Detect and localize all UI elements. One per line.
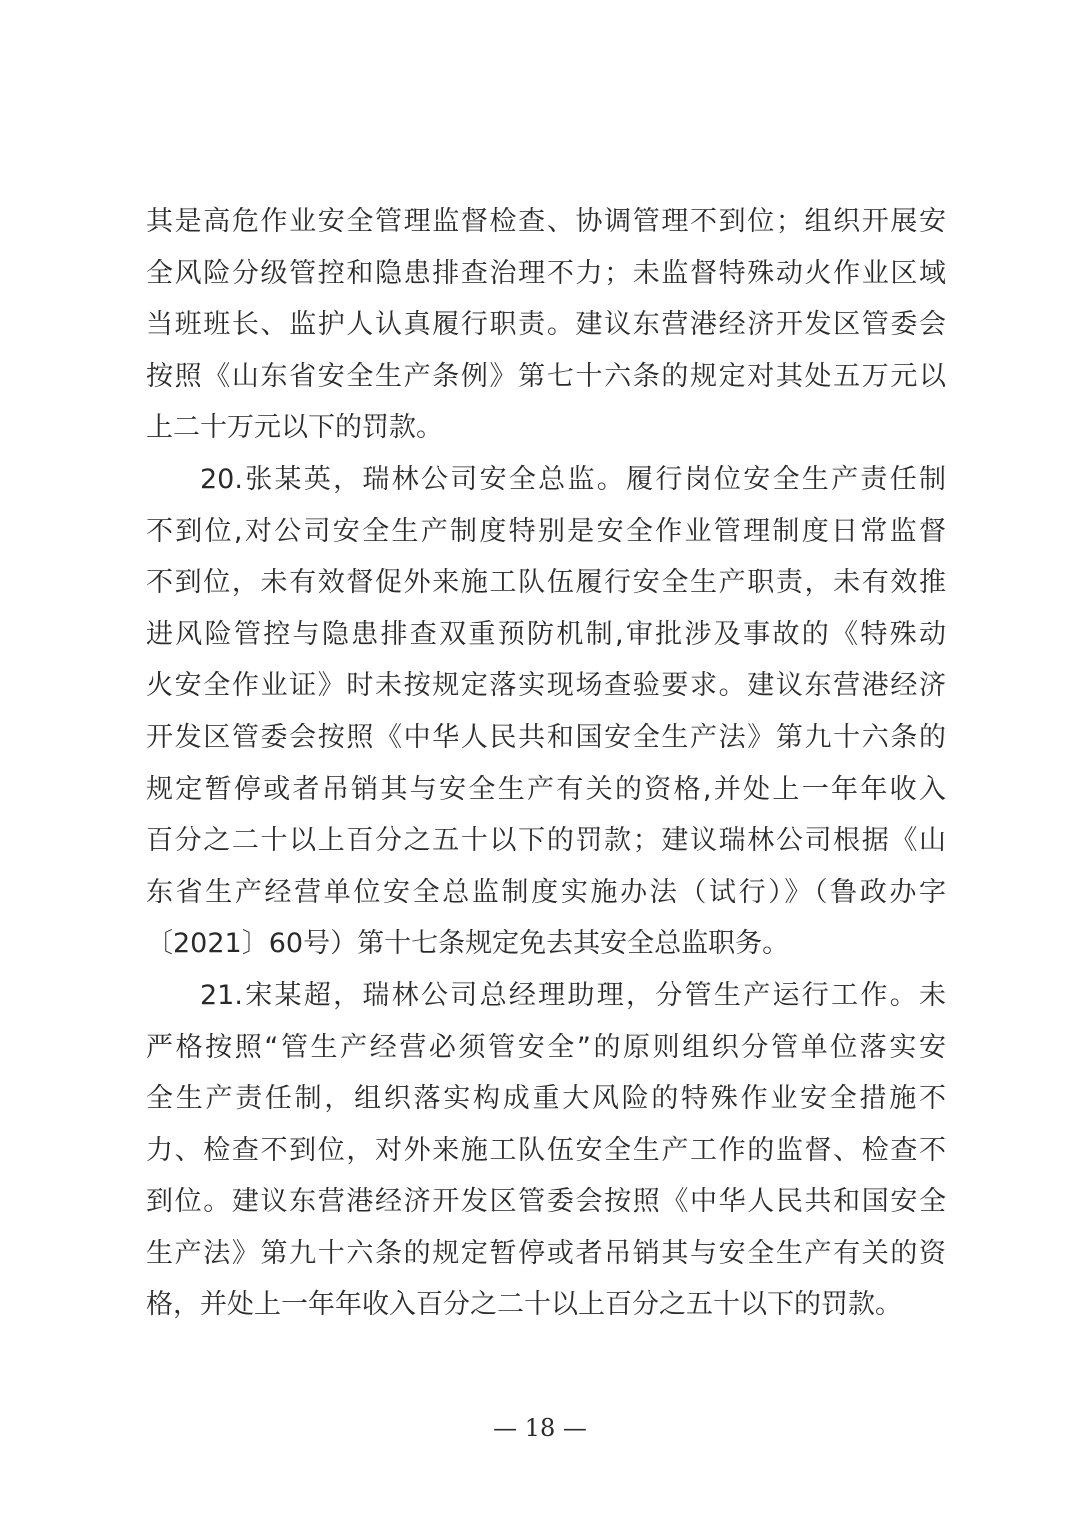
- text-line-5: 上二十万元以下的罚款。: [146, 412, 443, 444]
- page-number: — 18 —: [493, 1414, 587, 1442]
- text-line-14: 东省生产经营单位安全总监制度实施办法（试行）》（鲁政办字: [146, 876, 946, 908]
- text-line-10: 火安全作业证》时未按规定落实现场查验要求。建议东营港经济: [146, 670, 946, 702]
- text-line-22: 格，并处上一年年收入百分之二十以上百分之五十以下的罚款。: [146, 1289, 902, 1321]
- text-line-3: 当班班长、监护人认真履行职责。建议东营港经济开发区管委会: [146, 309, 946, 341]
- text-line-21: 生产法》第九十六条的规定暂停或者吊销其与安全生产有关的资: [146, 1237, 946, 1269]
- text-line-16: 21.宋某超，瑞林公司总经理助理，分管生产运行工作。未: [200, 979, 946, 1011]
- document-body: [146, 196, 946, 1331]
- text-line-15: 〔2021〕60号）第十七条规定免去其安全总监职务。: [146, 928, 790, 960]
- text-line-4: 按照《山东省安全生产条例》第七十六条的规定对其处五万元以: [146, 360, 946, 392]
- text-line-18: 全生产责任制，组织落实构成重大风险的特殊作业安全措施不: [146, 1083, 946, 1115]
- text-line-19: 力、检查不到位，对外来施工队伍安全生产工作的监督、检查不: [146, 1134, 946, 1166]
- text-line-20: 到位。建议东营港经济开发区管委会按照《中华人民共和国安全: [146, 1186, 946, 1218]
- text-line-13: 百分之二十以上百分之五十以下的罚款；建议瑞林公司根据《山: [146, 825, 946, 857]
- text-line-17: 严格按照“管生产经营必须管安全”的原则组织分管单位落实安: [146, 1031, 946, 1063]
- text-line-11: 开发区管委会按照《中华人民共和国安全生产法》第九十六条的: [146, 721, 946, 753]
- text-line-1: 其是高危作业安全管理监督检查、协调管理不到位；组织开展安: [146, 206, 946, 237]
- text-line-6: 20.张某英，瑞林公司安全总监。履行岗位安全生产责任制: [200, 463, 946, 495]
- text-line-2: 全风险分级管控和隐患排查治理不力；未监督特殊动火作业区域: [146, 257, 946, 289]
- text-line-12: 规定暂停或者吊销其与安全生产有关的资格,并处上一年年收入: [146, 773, 946, 805]
- text-line-8: 不到位，未有效督促外来施工队伍履行安全生产职责，未有效推: [146, 567, 946, 599]
- text-line-7: 不到位,对公司安全生产制度特别是安全作业管理制度日常监督: [146, 515, 946, 547]
- text-line-9: 进风险管控与隐患排查双重预防机制,审批涉及事故的《特殊动: [146, 618, 946, 650]
